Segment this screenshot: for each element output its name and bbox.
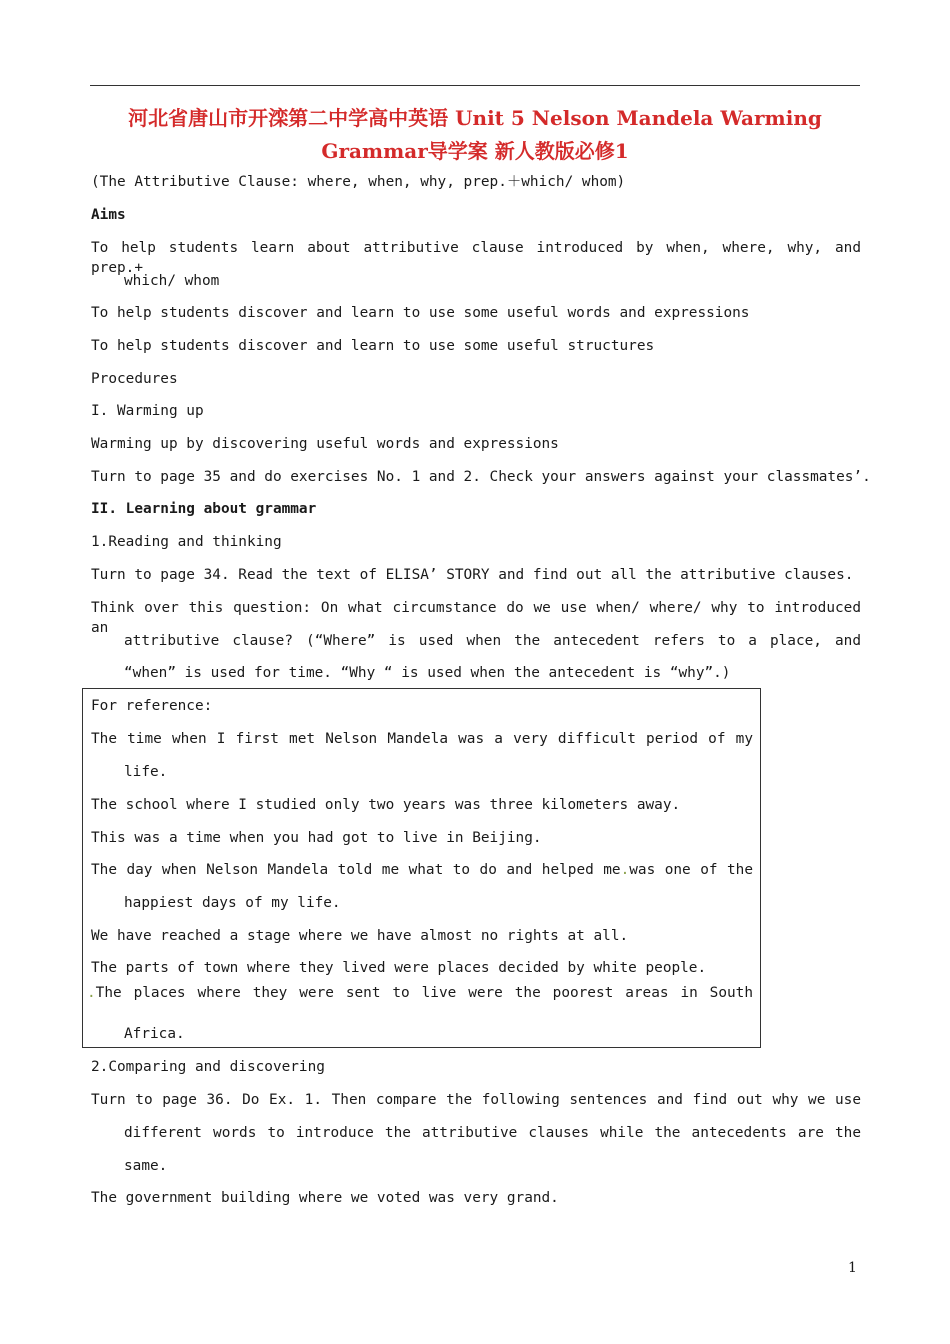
sub1-question: Think over this question: On what circumstance do we use when/ where/ why to introduced an	[91, 600, 861, 636]
ref-4-cont: happiest days of my life.	[124, 895, 341, 911]
sub1-question-end: “when” is used for time. “Why “ is used when the antecedent is “why”.)	[124, 665, 731, 681]
ref-heading: For reference:	[91, 698, 213, 714]
step1-heading: I. Warming up	[91, 403, 204, 419]
ref-5: We have reached a stage where we have almost no rights at all.	[91, 928, 629, 944]
header-rule	[90, 85, 860, 86]
step1-line2: Turn to page 35 and do exercises No. 1 and 2. Check your answers against your classmates’.	[91, 469, 871, 485]
ref-1-cont: life.	[124, 764, 168, 780]
procedures-heading: Procedures	[91, 371, 178, 387]
ref-7-cont: Africa.	[124, 1026, 185, 1042]
aim-3: To help students discover and learn to use some useful structures	[91, 338, 655, 354]
page-number: 1	[848, 1260, 857, 1276]
ref-4-part2: was one of the	[629, 862, 753, 878]
sub2-line1: Turn to page 36. Do Ex. 1. Then compare the following sentences and find out why we use	[91, 1092, 861, 1108]
ref-7-text: The places where they were sent to live were the poorest areas in South	[95, 985, 753, 1001]
sub2-example1: The government building where we voted was very grand.	[91, 1190, 559, 1206]
sub1-question-cont: attributive clause? (“Where” is used when the antecedent refers to a place, and	[124, 633, 861, 649]
sub1-heading: 1.Reading and thinking	[91, 534, 282, 550]
ref-6: The parts of town where they lived were places decided by white people.	[91, 960, 707, 976]
ref-7	[87, 983, 753, 1003]
aims-heading: Aims	[91, 207, 126, 223]
aim-1-cont: which/ whom	[124, 273, 220, 289]
sub1-line1: Turn to page 34. Read the text of ELISA’ STORY and find out all the attributive clauses.	[91, 567, 854, 583]
ref-4-mark: .	[620, 862, 630, 878]
sub2-line3: same.	[124, 1158, 168, 1174]
aim-1: To help students learn about attributive clause introduced by when, where, why, and prep.+	[91, 240, 861, 276]
sub2-line2: different words to introduce the attributive clauses while the antecedents are the	[124, 1125, 861, 1141]
ref-2: The school where I studied only two years was three kilometers away.	[91, 797, 681, 813]
ref-3: This was a time when you had got to live in Beijing.	[91, 830, 542, 846]
doc-title-line2: Grammar导学案 新人教版必修1	[321, 139, 629, 163]
ref-7-mark: .	[87, 985, 96, 1001]
sub2-heading: 2.Comparing and discovering	[91, 1059, 325, 1075]
ref-4	[91, 860, 753, 880]
ref-4-part1: The day when Nelson Mandela told me what to do and helped me	[91, 862, 621, 878]
doc-title-line1: 河北省唐山市开滦第二中学高中英语 Unit 5 Nelson Mandela Warming	[128, 106, 822, 130]
aim-2: To help students discover and learn to use some useful words and expressions	[91, 305, 750, 321]
ref-1: The time when I first met Nelson Mandela was a very difficult period of my	[91, 731, 753, 747]
step1-line1: Warming up by discovering useful words and expressions	[91, 436, 559, 452]
step2-heading: II. Learning about grammar	[91, 501, 317, 517]
subtitle: (The Attributive Clause: where, when, why, prep.＋which/ whom)	[91, 174, 626, 190]
